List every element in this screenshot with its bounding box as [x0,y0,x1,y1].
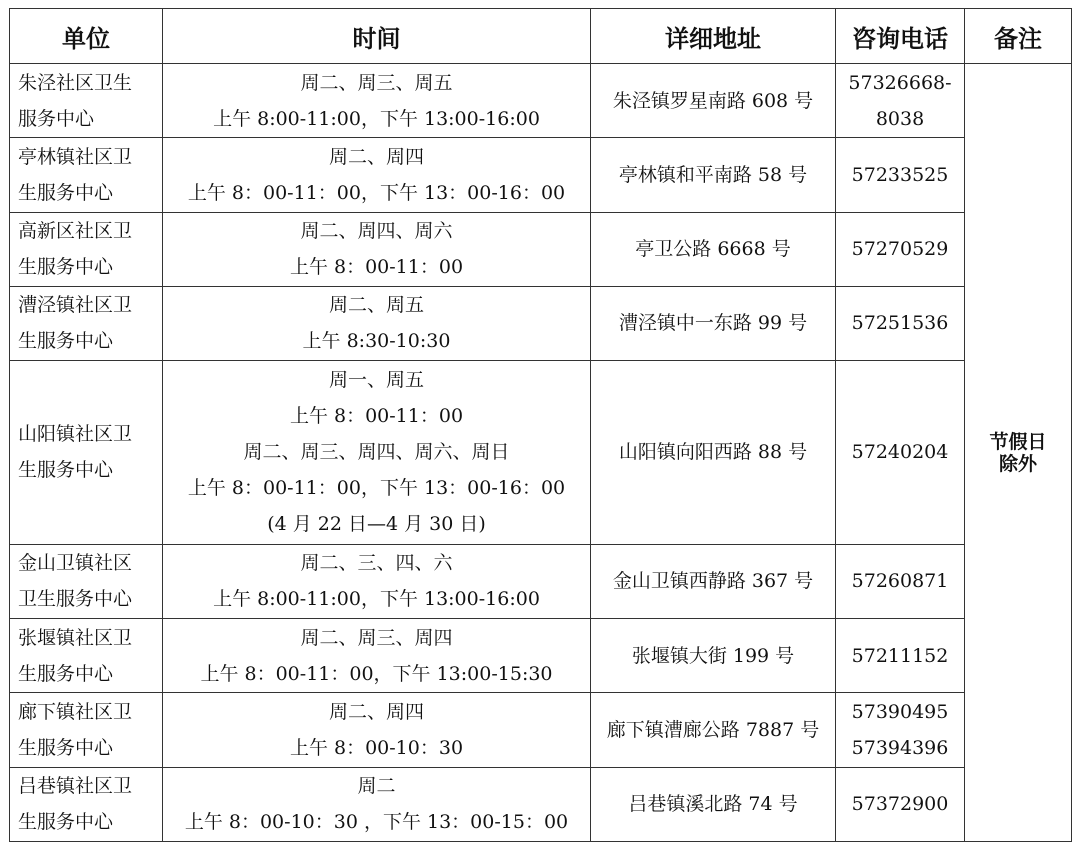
time-line: 上午 8：00-10：30 ，下午 13：00-15：00 [184,811,569,834]
time-line: 周二、周四 [328,701,424,724]
table-row [10,361,1072,545]
phone-cell [836,544,965,618]
header-phone: 咨询电话 [836,9,965,64]
unit-line: 生服务中心 [18,181,114,204]
unit-line: 金山卫镇社区 [18,552,133,575]
time-line: 周一、周五 [328,369,424,392]
unit-cell [10,767,163,841]
time-line: 上午 8:30-10:30 [302,330,451,353]
table-row [10,544,1072,618]
phone-line: 57240204 [851,441,949,464]
time-cell [163,64,591,138]
unit-line: 生服务中心 [18,459,114,482]
address-cell: 廊下镇漕廊公路 7887 号 [591,693,836,767]
phone-line: 57394396 [851,737,949,760]
unit-line: 生服务中心 [18,662,114,685]
note-line: 除外 [998,452,1037,475]
time-cell [163,212,591,286]
table-row [10,286,1072,360]
time-line: 周二、周三、周四、周六、周日 [243,441,510,464]
address-cell: 漕泾镇中一东路 99 号 [591,286,836,360]
phone-line: 57260871 [851,570,949,593]
phone-line: 57372900 [851,793,949,816]
phone-line: 57270529 [851,238,949,261]
unit-line: 廊下镇社区卫 [18,701,133,724]
time-cell [163,138,591,212]
header-unit: 单位 [10,9,163,64]
unit-line: 亭林镇社区卫 [18,145,133,168]
unit-line: 张堰镇社区卫 [18,626,133,649]
header-time: 时间 [163,9,591,64]
time-cell [163,286,591,360]
time-line: 上午 8：00-11：00 [289,405,464,428]
phone-line: 57251536 [851,312,949,335]
time-line: 周二、周四 [328,145,424,168]
unit-line: 卫生服务中心 [18,588,133,611]
address-cell: 金山卫镇西静路 367 号 [591,544,836,618]
time-line: 上午 8：00-11：00，下午 13:00-15:30 [200,662,553,685]
time-line: 上午 8：00-11：00 [289,256,464,279]
address-cell: 亭林镇和平南路 58 号 [591,138,836,212]
phone-line: 57211152 [851,644,949,667]
time-cell [163,361,591,545]
header-note: 备注 [965,9,1072,64]
unit-line: 生服务中心 [18,811,114,834]
unit-line: 高新区社区卫 [18,220,133,243]
table-row [10,212,1072,286]
unit-line: 吕巷镇社区卫 [18,775,133,798]
unit-cell [10,619,163,693]
phone-cell [836,212,965,286]
unit-cell [10,286,163,360]
time-line: 周二、三、四、六 [300,552,453,575]
phone-line: 57326668- [848,71,952,94]
table-row [10,767,1072,841]
time-line: 上午 8：00-10：30 [289,737,464,760]
table-row [10,619,1072,693]
phone-line: 8038 [875,107,925,130]
header-row [10,9,1072,64]
phone-cell [836,286,965,360]
unit-cell [10,64,163,138]
table-row [10,138,1072,212]
time-line: 周二 [357,775,396,798]
unit-line: 朱泾社区卫生 [18,71,133,94]
unit-line: 漕泾镇社区卫 [18,294,133,317]
unit-line: 生服务中心 [18,330,114,353]
phone-cell [836,361,965,545]
address-cell: 朱泾镇罗星南路 608 号 [591,64,836,138]
header-address: 详细地址 [591,9,836,64]
time-line: 上午 8:00-11:00，下午 13:00-16:00 [213,107,540,130]
table-row [10,693,1072,767]
unit-cell [10,138,163,212]
unit-line: 山阳镇社区卫 [18,423,133,446]
clinic-schedule-table [9,8,1072,842]
note-cell [965,64,1072,842]
address-cell: 山阳镇向阳西路 88 号 [591,361,836,545]
unit-line: 生服务中心 [18,256,114,279]
time-cell [163,693,591,767]
time-line: (4 月 22 日—4 月 30 日) [267,513,486,536]
phone-cell [836,693,965,767]
phone-cell [836,138,965,212]
time-line: 上午 8：00-11：00，下午 13：00-16：00 [187,181,566,204]
unit-cell [10,212,163,286]
time-cell [163,619,591,693]
unit-cell [10,544,163,618]
table-row [10,64,1072,138]
phone-cell [836,64,965,138]
time-cell [163,767,591,841]
time-line: 上午 8：00-11：00，下午 13：00-16：00 [187,477,566,500]
time-line: 周二、周三、周四 [300,626,453,649]
unit-cell [10,693,163,767]
time-line: 周二、周三、周五 [300,71,453,94]
note-line: 节假日 [989,430,1047,453]
phone-cell [836,767,965,841]
address-cell: 张堰镇大街 199 号 [591,619,836,693]
time-line: 上午 8:00-11:00，下午 13:00-16:00 [213,588,540,611]
address-cell: 吕巷镇溪北路 74 号 [591,767,836,841]
time-line: 周二、周四、周六 [300,220,453,243]
unit-line: 生服务中心 [18,737,114,760]
phone-line: 57390495 [851,701,949,724]
phone-cell [836,619,965,693]
unit-line: 服务中心 [18,107,95,130]
phone-line: 57233525 [851,163,949,186]
time-line: 周二、周五 [328,294,424,317]
unit-cell [10,361,163,545]
address-cell: 亭卫公路 6668 号 [591,212,836,286]
time-cell [163,544,591,618]
